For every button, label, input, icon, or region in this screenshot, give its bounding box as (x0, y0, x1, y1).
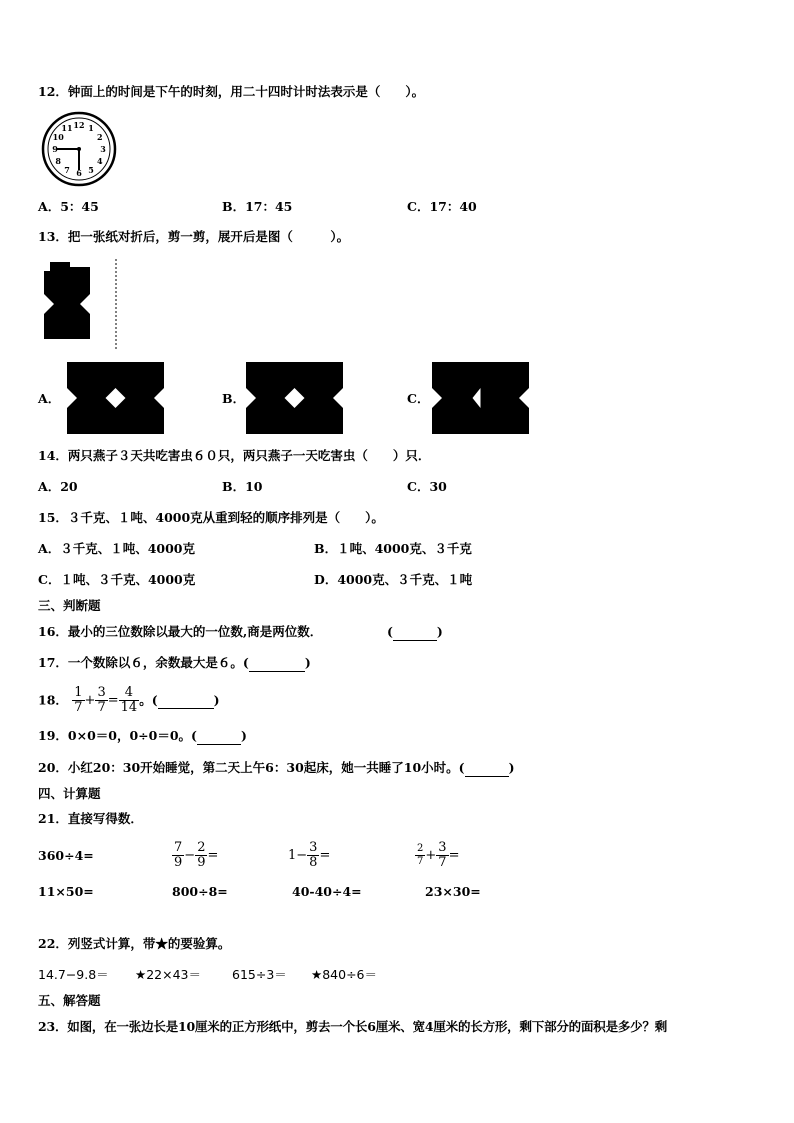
q13-option-b[interactable]: B． (222, 391, 246, 406)
q21-r1c4 (415, 838, 459, 872)
q21-r1c2-f1-num: 7 (174, 840, 183, 855)
q21-r1c2-minus: − (184, 847, 196, 863)
q20-blank[interactable] (465, 760, 509, 777)
q21-r1c4-f1 (415, 843, 425, 868)
q12-option-b[interactable]: B．17：45 (222, 199, 293, 214)
q18-f2-den: 7 (97, 700, 106, 715)
clock-icon (41, 111, 117, 187)
q19-text (38, 728, 247, 745)
q18-tail: 。( (139, 692, 158, 708)
q21-r1c2 (172, 838, 218, 872)
q16-answer[interactable] (387, 624, 443, 641)
q19-label: 19．0×0＝0，0÷0＝0。( (38, 728, 197, 743)
q18-eq: = (107, 692, 119, 708)
q20-text (38, 760, 515, 777)
q21-r1c4-plus: + (425, 847, 437, 863)
q18-f1-num: 1 (74, 685, 83, 700)
q18-f1-den: 7 (74, 700, 83, 715)
q21-r2c2: 800÷8= (172, 884, 228, 899)
q12-option-c[interactable]: C．17：40 (407, 199, 477, 214)
q21-r1c1: 360÷4= (38, 848, 94, 863)
clock-numeral: 1 (88, 123, 94, 134)
clock-numeral: 7 (64, 164, 70, 175)
q22-item-4: ★840÷6＝ (311, 967, 377, 982)
q22-item-2: ★22×43＝ (135, 967, 201, 982)
q21-r1c2-f2 (195, 841, 207, 870)
q18-blank[interactable] (158, 692, 214, 709)
q13-option-a-figure[interactable] (67, 362, 164, 434)
q21-r1c3-f-num: 3 (309, 840, 318, 855)
q15-option-a[interactable]: A．３千克、１吨、4000克 (38, 541, 195, 556)
q17-text (38, 655, 311, 672)
q22-stem: 22．列竖式计算，带★的要验算。 (38, 936, 231, 951)
q23-text: 23．如图，在一张边长是10厘米的正方形纸中，剪去一个长6厘米、宽4厘米的长方形，剩下部分的面积是多少？剩 (38, 1019, 668, 1034)
q16-paren-close: ) (436, 624, 443, 639)
q19-blank[interactable] (197, 728, 241, 745)
folded-paper-figure (42, 259, 122, 354)
q20-paren-close: ) (508, 760, 515, 775)
q13-option-c-figure[interactable] (432, 362, 529, 434)
q21-r1c3-f (307, 841, 319, 870)
q18-f3-den: 14 (120, 700, 138, 715)
q21-r2c1: 11×50= (38, 884, 94, 899)
q16-blank[interactable] (393, 624, 437, 641)
section-5-heading: 五、解答题 (38, 993, 101, 1008)
q21-r1c4-f1-num: 2 (417, 843, 424, 854)
q21-stem: 21．直接写得数． (38, 811, 143, 826)
q22-item-1: 14.7−9.8＝ (38, 967, 109, 982)
q18-row (38, 683, 220, 717)
q21-r2c4: 23×30= (425, 884, 481, 899)
clock-numeral: 4 (97, 156, 103, 166)
q21-r2c3: 40-40÷4= (292, 884, 362, 899)
q21-r1c3-f-den: 8 (309, 855, 318, 870)
q14-option-a[interactable]: A．20 (38, 479, 78, 494)
section-3-heading: 三、判断题 (38, 598, 101, 613)
q17-paren-close: ) (304, 655, 311, 670)
q14-option-b[interactable]: B．10 (222, 479, 263, 494)
clock-numeral: 6 (76, 168, 82, 178)
q17-blank[interactable] (249, 655, 305, 672)
q13-stem: 13．把一张纸对折后，剪一剪，展开后是图（ ）。 (38, 229, 350, 244)
q18-fraction-3 (119, 686, 140, 715)
q21-r1c4-f2-den: 7 (438, 855, 447, 870)
q15-option-c[interactable]: C．１吨、３千克、4000克 (38, 572, 196, 587)
q14-option-c[interactable]: C．30 (407, 479, 447, 494)
clock-numeral: 9 (52, 144, 58, 154)
q15-option-b[interactable]: B．１吨、4000克、３千克 (314, 541, 472, 556)
q21-r1c2-f2-num: 2 (197, 840, 206, 855)
q18-f2-num: 3 (97, 685, 106, 700)
q18-label: 18． (38, 692, 68, 708)
q14-stem: 14．两只燕子３天共吃害虫６０只，两只燕子一天吃害虫（ ）只． (38, 448, 431, 463)
q19-paren-close: ) (240, 728, 247, 743)
q18-plus: + (84, 692, 96, 708)
clock-numeral: 10 (52, 132, 64, 142)
clock-numeral: 5 (88, 164, 94, 175)
q20-label: 20．小红20：30开始睡觉，第二天上午6：30起床，她一共睡了10小时。( (38, 760, 465, 775)
q12-option-a[interactable]: A．5：45 (38, 199, 99, 214)
q18-f3-num: 4 (119, 686, 140, 701)
q21-r1c4-eq: = (448, 847, 460, 863)
q21-r1c2-f2-den: 9 (197, 855, 206, 870)
q18-paren-close: ) (213, 692, 220, 708)
q16-paren-open: ( (387, 624, 393, 639)
clock-numeral: 11 (61, 123, 73, 134)
clock-numeral: 8 (55, 156, 61, 166)
clock-numeral: 12 (73, 120, 85, 130)
q16-text: 16．最小的三位数除以最大的一位数,商是两位数． (38, 624, 323, 639)
clock-numeral: 3 (100, 144, 106, 154)
q21-r1c2-f1-den: 9 (174, 855, 183, 870)
clock-numeral: 2 (97, 132, 103, 142)
q18-fraction-1 (72, 686, 84, 715)
q21-r1c3-lead: 1− (288, 847, 308, 863)
q12-stem: 12．钟面上的时间是下午的时刻，用二十四时计时法表示是（ ）。 (38, 84, 425, 99)
q21-r1c2-eq: = (207, 847, 219, 863)
q21-r1c4-f1-den: 7 (417, 856, 424, 867)
q21-r1c4-f2-num: 3 (438, 840, 447, 855)
q13-option-c[interactable]: C． (407, 391, 430, 406)
q21-r1c3 (288, 838, 330, 872)
q13-option-b-figure[interactable] (246, 362, 343, 434)
q21-r1c3-eq: = (319, 847, 331, 863)
q17-label: 17．一个数除以６，余数最大是６。( (38, 655, 249, 670)
section-4-heading: 四、计算题 (38, 786, 101, 801)
q13-option-a[interactable]: A． (38, 391, 61, 406)
q21-r1c4-f2 (436, 841, 448, 870)
q15-option-d[interactable]: D．4000克、３千克、１吨 (314, 572, 473, 587)
q22-item-3: 615÷3＝ (232, 967, 287, 982)
q21-r1c2-f1 (172, 841, 184, 870)
q15-stem: 15．３千克、１吨、4000克从重到轻的顺序排列是（ ）。 (38, 510, 384, 525)
q18-fraction-2 (95, 686, 107, 715)
